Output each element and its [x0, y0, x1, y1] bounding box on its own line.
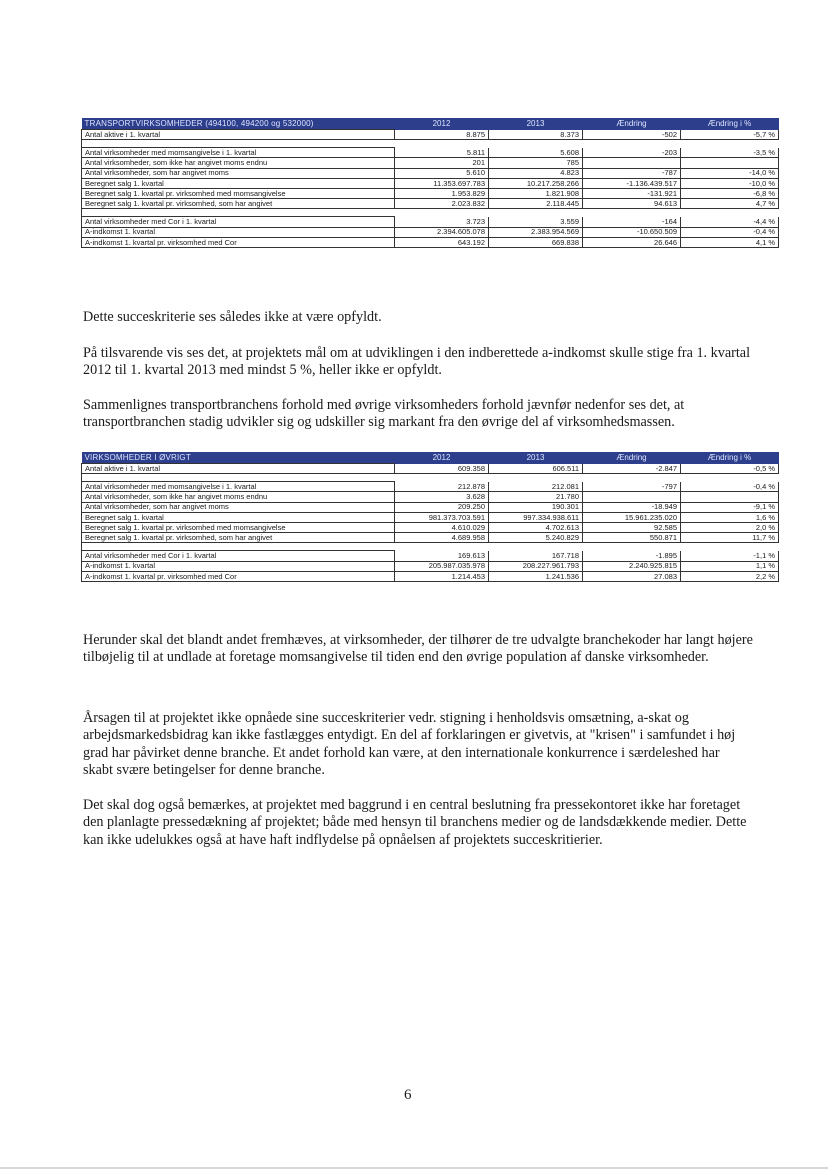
table-row	[82, 561, 779, 571]
cell-2012: 5.811	[395, 148, 489, 158]
col-change: Ændring	[583, 118, 681, 130]
cell-change: -2.847	[583, 464, 681, 474]
cell-2013: 669.838	[489, 237, 583, 247]
row-label: Antal virksomheder med momsangivelse i 1. kvartal	[82, 148, 395, 158]
row-label: Beregnet salg 1. kvartal pr. virksomhed med momsangivelse	[82, 522, 395, 532]
cell-2012: 209.250	[395, 502, 489, 512]
table-title: TRANSPORTVIRKSOMHEDER (494100, 494200 og 532000)	[82, 118, 395, 130]
cell-change-pct: 4,1 %	[681, 237, 779, 247]
cell-2012: 169.613	[395, 551, 489, 561]
table-header-row	[82, 452, 779, 464]
cell-2013: 4.823	[489, 168, 583, 178]
col-2012: 2012	[395, 452, 489, 464]
cell-2012: 5.610	[395, 168, 489, 178]
cell-change-pct: 4,7 %	[681, 199, 779, 209]
col-2012: 2012	[395, 118, 489, 130]
row-label: Antal virksomheder, som ikke har angivet moms endnu	[82, 158, 395, 168]
cell-change: -502	[583, 130, 681, 140]
cell-2012: 4.689.958	[395, 533, 489, 543]
row-label: A-indkomst 1. kvartal pr. virksomhed med Cor	[82, 237, 395, 247]
row-label: Antal aktive i 1. kvartal	[82, 464, 395, 474]
cell-change: -164	[583, 217, 681, 227]
cell-2012: 3.628	[395, 492, 489, 502]
row-label: A-indkomst 1. kvartal pr. virksomhed med Cor	[82, 571, 395, 581]
col-2013: 2013	[489, 118, 583, 130]
cell-2012: 212.878	[395, 482, 489, 492]
cell-change-pct: -9,1 %	[681, 502, 779, 512]
row-label: Antal aktive i 1. kvartal	[82, 130, 395, 140]
table-spacer-row	[82, 209, 779, 217]
cell-2013: 1.821.908	[489, 188, 583, 198]
cell-2012: 2.023.832	[395, 199, 489, 209]
table-spacer-row	[82, 474, 779, 482]
cell-change: 27.083	[583, 571, 681, 581]
table-header-row	[82, 118, 779, 130]
cell-2012: 4.610.029	[395, 522, 489, 532]
row-label: Beregnet salg 1. kvartal pr. virksomhed med momsangivelse	[82, 188, 395, 198]
table-row	[82, 464, 779, 474]
cell-change: 94.613	[583, 199, 681, 209]
table-row	[82, 502, 779, 512]
cell-2013: 212.081	[489, 482, 583, 492]
spacer-cell	[82, 140, 779, 148]
table-row	[82, 217, 779, 227]
page-number: 6	[404, 1087, 412, 1103]
row-label: Antal virksomheder, som har angivet moms	[82, 168, 395, 178]
cell-change: 92.585	[583, 522, 681, 532]
cell-change: 15.961.235.020	[583, 512, 681, 522]
cell-change: -10.650.509	[583, 227, 681, 237]
cell-change: -787	[583, 168, 681, 178]
cell-2012: 981.373.703.591	[395, 512, 489, 522]
cell-2013: 208.227.961.793	[489, 561, 583, 571]
cell-change: -131.921	[583, 188, 681, 198]
paragraph-6: Det skal dog også bemærkes, at projektet med baggrund i en central beslutning fra pressekontoret ikke har foretaget den planlagte pressedækning af projektet; både med hensyn til branchens medier og de landsdækkende medier. Dette kan ikke udelukkes også at have haft indflydelse på opnåelsen af projektets succeskritierier.	[83, 797, 747, 848]
table-row	[82, 178, 779, 188]
cell-change-pct: 1,1 %	[681, 561, 779, 571]
paragraph-1: Dette succeskriterie ses således ikke at være opfyldt.	[83, 309, 382, 325]
cell-2013: 5.608	[489, 148, 583, 158]
row-label: Beregnet salg 1. kvartal	[82, 178, 395, 188]
cell-2012: 205.987.035.978	[395, 561, 489, 571]
cell-2013: 5.240.829	[489, 533, 583, 543]
cell-2013: 21.780	[489, 492, 583, 502]
cell-change-pct: 1,6 %	[681, 512, 779, 522]
cell-change-pct: 2,0 %	[681, 522, 779, 532]
row-label: Beregnet salg 1. kvartal	[82, 512, 395, 522]
paragraph-3: Sammenlignes transportbranchens forhold med øvrige virksomheders forhold jævnfør nedenfor ses det, at transportbranchen stadig udvikler sig og udskiller sig markant fra den øvrige del af virksomhedsmassen.	[83, 397, 685, 431]
cell-change-pct: -10,0 %	[681, 178, 779, 188]
cell-change-pct: 11,7 %	[681, 533, 779, 543]
row-label: Beregnet salg 1. kvartal pr. virksomhed, som har angivet	[82, 199, 395, 209]
cell-change-pct	[681, 492, 779, 502]
spacer-cell	[82, 474, 779, 482]
spacer-cell	[82, 543, 779, 551]
cell-change: -18.949	[583, 502, 681, 512]
col-2013: 2013	[489, 452, 583, 464]
cell-2013: 2.118.445	[489, 199, 583, 209]
table-title: VIRKSOMHEDER I ØVRIGT	[82, 452, 395, 464]
cell-2013: 8.373	[489, 130, 583, 140]
cell-change: -797	[583, 482, 681, 492]
row-label: A-indkomst 1. kvartal	[82, 227, 395, 237]
cell-2012: 1.214.453	[395, 571, 489, 581]
cell-2013: 2.383.954.569	[489, 227, 583, 237]
row-label: Antal virksomheder med Cor i 1. kvartal	[82, 217, 395, 227]
paragraph-4: Herunder skal det blandt andet fremhæves, at virksomheder, der tilhører de tre udvalgte branchekoder har langt højere tilbøjelig til at undlade at foretage momsangivelse til tiden end den øvrige population af danske virksomheder.	[83, 632, 753, 666]
cell-change: 26.646	[583, 237, 681, 247]
cell-change-pct	[681, 158, 779, 168]
cell-change-pct: -0,4 %	[681, 227, 779, 237]
row-label: Antal virksomheder, som ikke har angivet moms endnu	[82, 492, 395, 502]
cell-change: 550.871	[583, 533, 681, 543]
cell-change-pct: -3,5 %	[681, 148, 779, 158]
col-change-pct: Ændring i %	[681, 118, 779, 130]
cell-2013: 167.718	[489, 551, 583, 561]
cell-2012: 11.353.697.783	[395, 178, 489, 188]
cell-2013: 606.511	[489, 464, 583, 474]
table-row	[82, 168, 779, 178]
table-row	[82, 227, 779, 237]
cell-change: -1.895	[583, 551, 681, 561]
col-change-pct: Ændring i %	[681, 452, 779, 464]
cell-2012: 2.394.605.078	[395, 227, 489, 237]
cell-change-pct: -4,4 %	[681, 217, 779, 227]
table-row	[82, 551, 779, 561]
spacer-cell	[82, 209, 779, 217]
cell-change-pct: -6,8 %	[681, 188, 779, 198]
cell-2012: 201	[395, 158, 489, 168]
table-row	[82, 533, 779, 543]
cell-change-pct: -1,1 %	[681, 551, 779, 561]
table-spacer-row	[82, 543, 779, 551]
cell-change-pct: 2,2 %	[681, 571, 779, 581]
cell-2012: 3.723	[395, 217, 489, 227]
col-change: Ændring	[583, 452, 681, 464]
table-row	[82, 512, 779, 522]
row-label: Antal virksomheder med momsangivelse i 1. kvartal	[82, 482, 395, 492]
cell-2013: 4.702.613	[489, 522, 583, 532]
cell-change-pct: -0,5 %	[681, 464, 779, 474]
table-row	[82, 522, 779, 532]
cell-2013: 3.559	[489, 217, 583, 227]
row-label: Beregnet salg 1. kvartal pr. virksomhed, som har angivet	[82, 533, 395, 543]
cell-2013: 997.334.938.611	[489, 512, 583, 522]
table-row	[82, 492, 779, 502]
paragraph-2: På tilsvarende vis ses det, at projektets mål om at udviklingen i den indberettede a-indkomst skulle stige fra 1. kvartal 2012 til 1. kvartal 2013 med mindst 5 %, heller ikke er opfyldt.	[83, 345, 751, 379]
cell-change-pct: -14,0 %	[681, 168, 779, 178]
row-label: A-indkomst 1. kvartal	[82, 561, 395, 571]
table-row	[82, 571, 779, 581]
cell-2013: 785	[489, 158, 583, 168]
cell-2012: 1.953.829	[395, 188, 489, 198]
cell-change-pct: -5,7 %	[681, 130, 779, 140]
paragraph-5: Årsagen til at projektet ikke opnåede sine succeskriterier vedr. stigning i henholdsvis omsætning, a-skat og arbejdsmarkedsbidrag kan ikke fastlægges entydigt. En del af forklaringen er givetvis, at "krisen" i samfundet i høj grad har påvirket denne branche. Et andet forhold kan være, at den internationale konkurrence i særdeleshed har skabt svære betingelser for denne branche.	[83, 710, 736, 778]
other-companies-table	[81, 452, 779, 582]
cell-2012: 8.875	[395, 130, 489, 140]
table-row	[82, 482, 779, 492]
cell-2013: 1.241.536	[489, 571, 583, 581]
table-row	[82, 188, 779, 198]
table-row	[82, 130, 779, 140]
cell-2013: 10.217.258.266	[489, 178, 583, 188]
table-spacer-row	[82, 140, 779, 148]
cell-change: -203	[583, 148, 681, 158]
cell-change	[583, 492, 681, 502]
table-row	[82, 158, 779, 168]
row-label: Antal virksomheder med Cor i 1. kvartal	[82, 551, 395, 561]
cell-change	[583, 158, 681, 168]
cell-change: -1.136.439.517	[583, 178, 681, 188]
table-row	[82, 148, 779, 158]
transport-table	[81, 118, 779, 248]
cell-2012: 643.192	[395, 237, 489, 247]
row-label: Antal virksomheder, som har angivet moms	[82, 502, 395, 512]
cell-change: 2.240.925.815	[583, 561, 681, 571]
cell-2013: 190.301	[489, 502, 583, 512]
cell-2012: 609.358	[395, 464, 489, 474]
table-row	[82, 237, 779, 247]
table-row	[82, 199, 779, 209]
cell-change-pct: -0,4 %	[681, 482, 779, 492]
